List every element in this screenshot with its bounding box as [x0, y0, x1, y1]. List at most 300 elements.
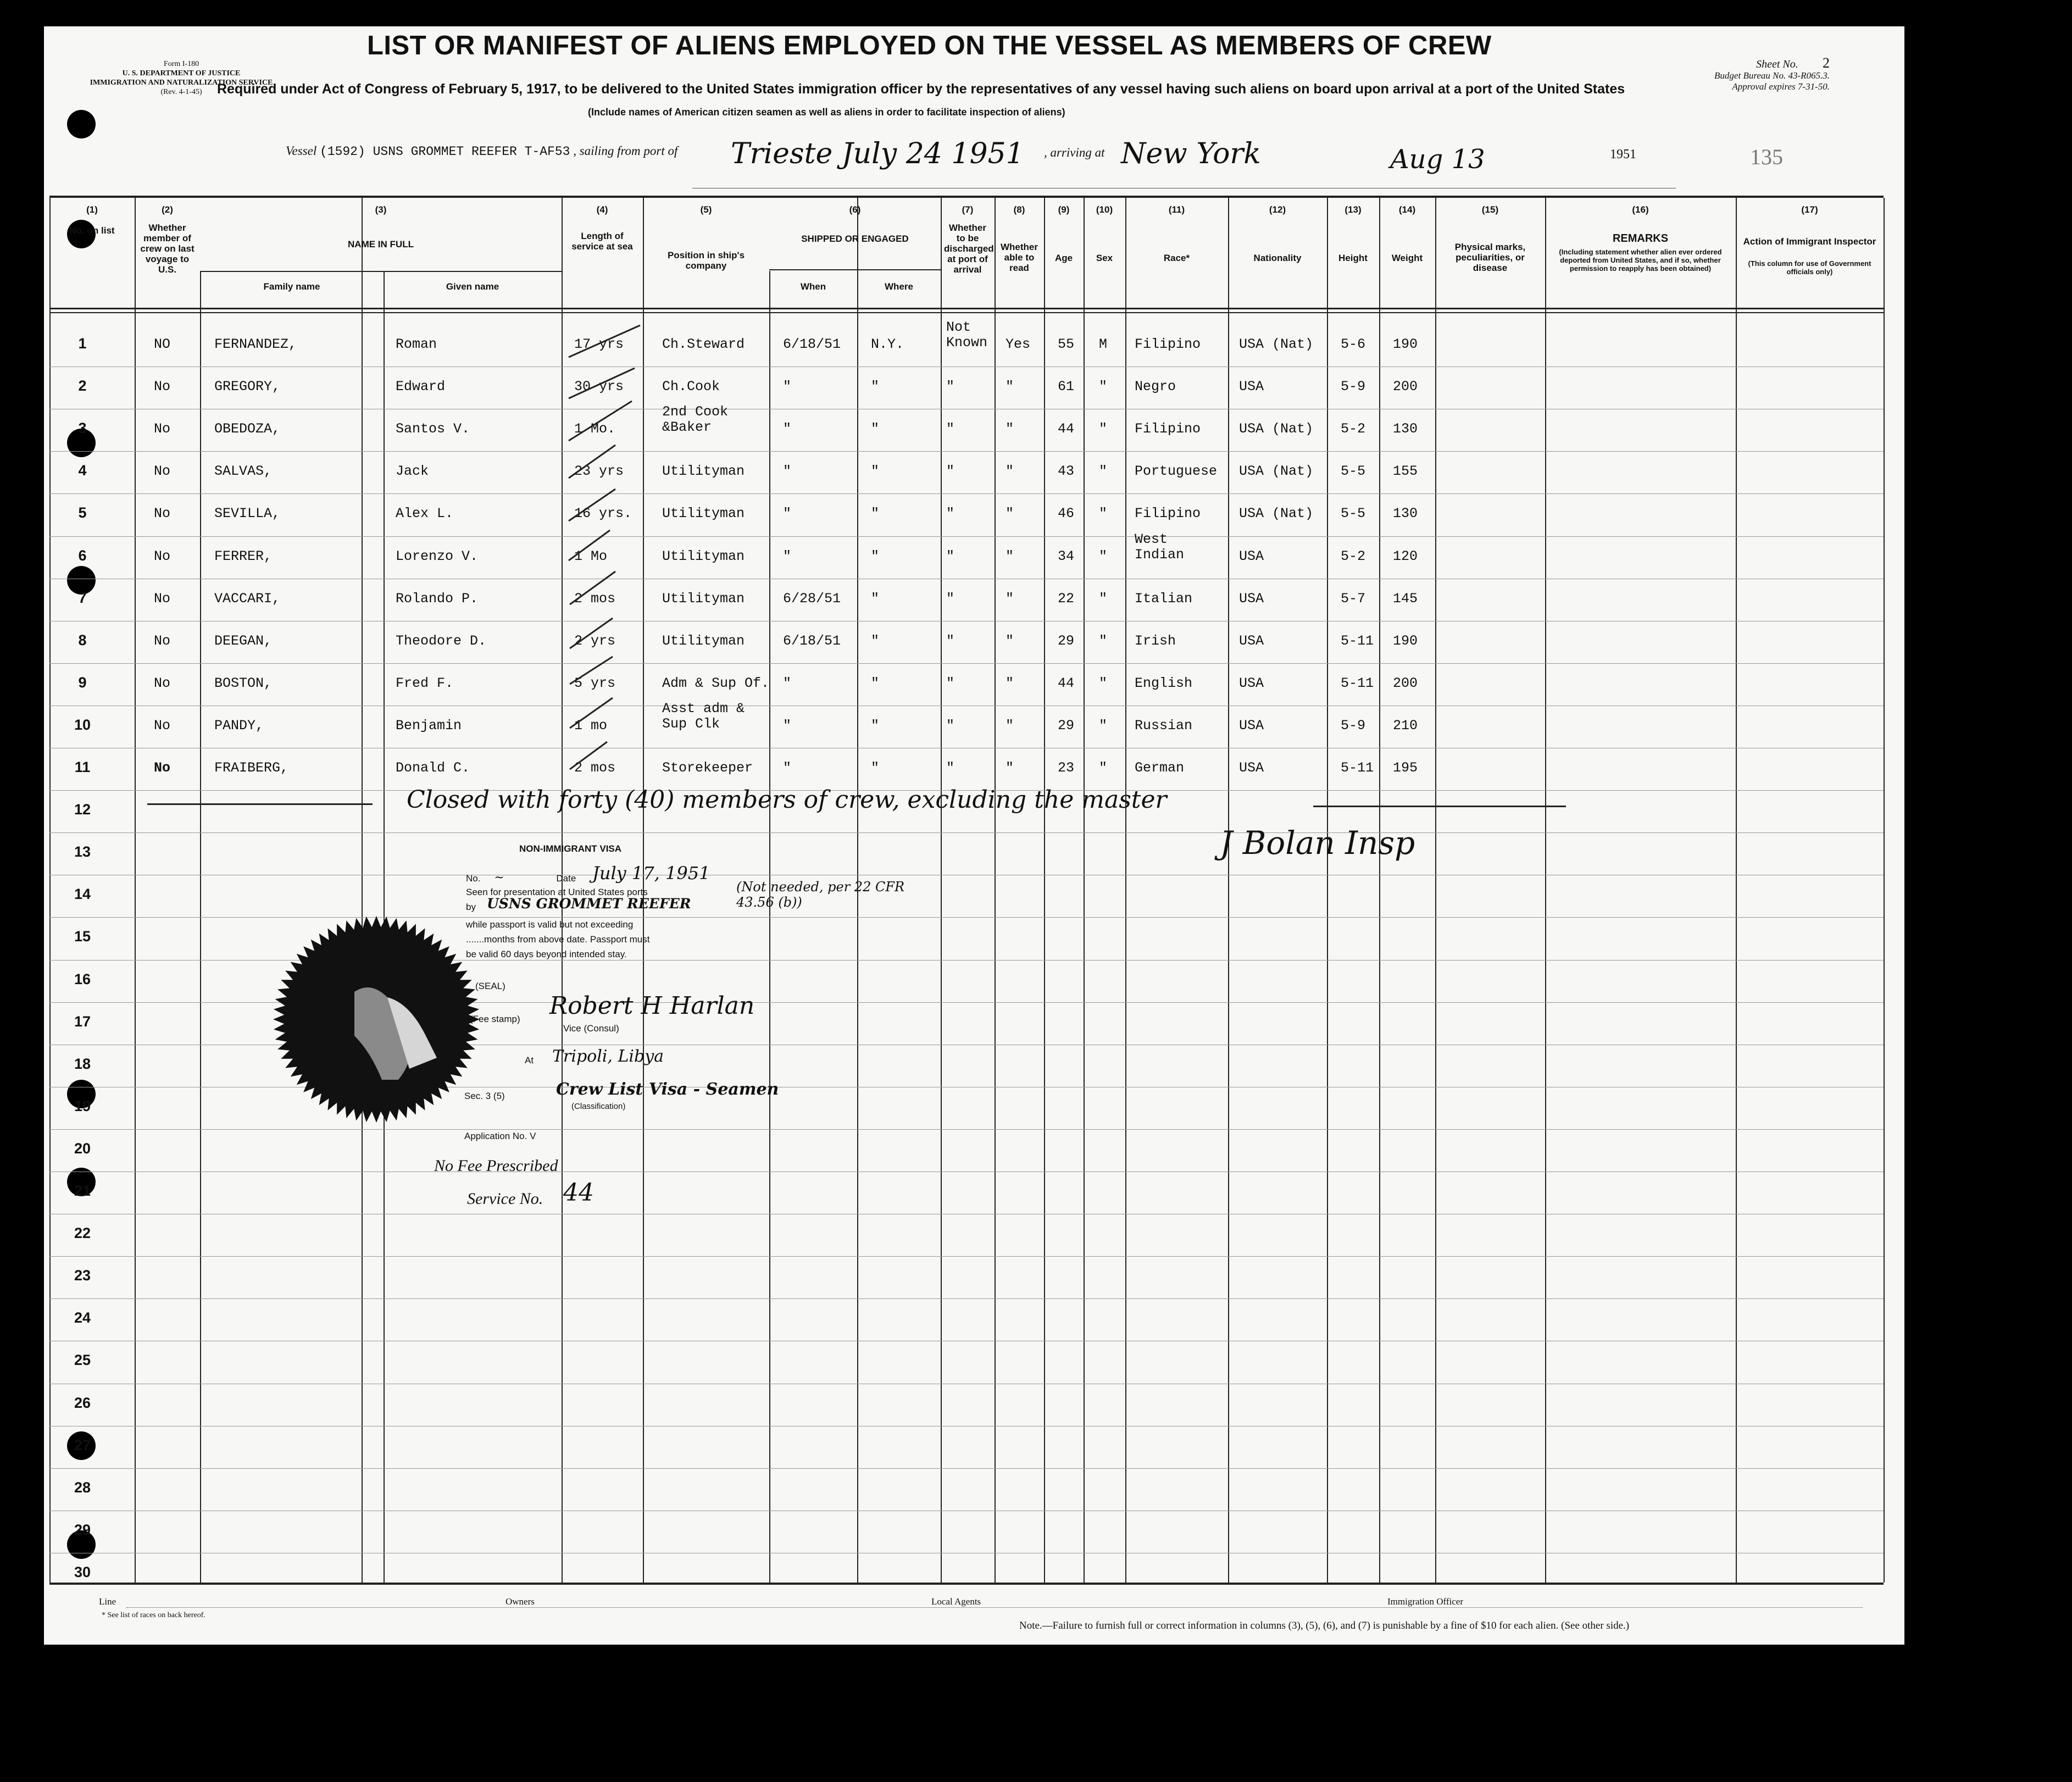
- service-cell: 16 yrs.: [574, 506, 632, 522]
- service-cell: 23 yrs: [574, 463, 624, 480]
- row-number: 20: [74, 1140, 91, 1157]
- sheet-number: 2: [1823, 55, 1830, 71]
- table-edge: [1884, 198, 1885, 1583]
- subtitle: Required under Act of Congress of February 5, 1917, to be delivered to the United States immigration officer by the representatives of any vessel having such aliens on board upon arrival at a port of the United States: [217, 81, 1625, 97]
- last-voyage-cell: No: [154, 760, 171, 776]
- footer-owners: Owners: [505, 1596, 535, 1607]
- service-cell: 5 yrs: [574, 675, 616, 691]
- age-cell: 44: [1058, 675, 1075, 691]
- shipped-when-cell: 6/18/51: [783, 632, 841, 649]
- position-cell: Ch.Steward: [662, 336, 745, 352]
- weight-cell: 190: [1393, 336, 1418, 352]
- height-cell: 5-11: [1341, 632, 1374, 649]
- column-subheader: Where: [885, 281, 913, 292]
- column-number: (1): [86, 204, 98, 215]
- column-header: Length of service at sea: [571, 231, 633, 252]
- column-divider: [1545, 198, 1546, 1583]
- consul-title: Vice (Consul): [563, 1023, 619, 1034]
- last-voyage-cell: No: [154, 463, 171, 480]
- column-header: Action of Immigrant Inspector: [1743, 236, 1876, 247]
- column-number: (3): [375, 204, 387, 215]
- footer-underline: [126, 1607, 1863, 1608]
- row-number: 3: [78, 420, 87, 437]
- shipped-where-cell: ": [871, 379, 880, 395]
- row-number: 23: [74, 1267, 91, 1284]
- visa-months-line: .......months from above date. Passport must: [466, 934, 650, 945]
- row-number: 26: [74, 1394, 91, 1411]
- closing-note: Closed with forty (40) members of crew, excluding the master: [407, 786, 1167, 814]
- column-number: (16): [1632, 204, 1649, 215]
- family-name-cell: DEEGAN,: [214, 632, 273, 649]
- row-number: 11: [74, 759, 91, 775]
- given-name-cell: Rolando P.: [396, 590, 479, 607]
- shipped-when-cell: ": [783, 760, 792, 776]
- row-number: 17: [74, 1013, 91, 1030]
- nationality-cell: USA (Nat): [1239, 463, 1314, 480]
- last-voyage-cell: NO: [154, 336, 171, 352]
- visa-by-label: by: [466, 902, 476, 912]
- position-cell: Utilityman: [662, 463, 745, 480]
- shipped-where-cell: ": [871, 717, 880, 734]
- shipped-where-cell: ": [871, 548, 880, 564]
- height-cell: 5-6: [1341, 336, 1366, 352]
- column-subheader: When: [800, 281, 826, 292]
- service-cell: 2 mos: [574, 760, 616, 776]
- nationality-cell: USA: [1239, 675, 1264, 691]
- age-cell: 22: [1058, 590, 1075, 607]
- column-header: Height: [1338, 253, 1368, 263]
- row-number: 1: [78, 335, 87, 352]
- visa-classification: (Classification): [571, 1102, 626, 1111]
- column-header: REMARKS: [1612, 232, 1669, 245]
- column-header: Nationality: [1253, 253, 1302, 263]
- weight-cell: 195: [1393, 760, 1418, 776]
- column-divider: [200, 271, 201, 1583]
- given-name-cell: Roman: [396, 336, 437, 352]
- sex-cell: ": [1099, 717, 1108, 734]
- column-divider: [769, 271, 770, 1583]
- shipped-when-cell: ": [783, 548, 792, 564]
- discharged-cell: ": [946, 379, 955, 395]
- row-rule: [49, 1129, 1884, 1130]
- service-no-value: 44: [563, 1179, 594, 1207]
- age-cell: 34: [1058, 548, 1075, 564]
- age-cell: 29: [1058, 717, 1075, 734]
- column-divider: [1435, 198, 1436, 1583]
- position-cell: Asst adm & Sup Clk: [662, 700, 745, 732]
- age-cell: 43: [1058, 463, 1075, 480]
- service-no-label: Service No.: [467, 1190, 543, 1208]
- shipped-where-cell: ": [871, 506, 880, 522]
- visa-days-line: be valid 60 days beyond intended stay.: [466, 949, 627, 959]
- column-divider: [941, 198, 942, 1583]
- sex-cell: ": [1099, 463, 1108, 480]
- position-cell: Utilityman: [662, 590, 745, 607]
- discharged-cell: ": [946, 675, 955, 691]
- visa-application: Application No. V: [464, 1131, 536, 1141]
- given-name-cell: Theodore D.: [396, 632, 487, 649]
- arriving-label: , arriving at: [1044, 146, 1105, 159]
- row-number: 13: [74, 843, 91, 861]
- last-voyage-cell: No: [154, 379, 171, 395]
- row-number: 5: [78, 504, 87, 521]
- column-divider: [1379, 198, 1380, 1583]
- row-number: 21: [74, 1183, 91, 1199]
- column-divider: [1228, 198, 1229, 1583]
- service-cell: 30 yrs: [574, 379, 624, 395]
- column-divider: [135, 198, 136, 1583]
- column-divider: [1125, 198, 1126, 1583]
- family-name-cell: FRAIBERG,: [214, 760, 289, 776]
- visa-heading: NON-IMMIGRANT VISA: [519, 843, 622, 854]
- visa-no-line: No. ~ Date: [466, 871, 576, 885]
- last-voyage-cell: No: [154, 590, 171, 607]
- service-cell: 1 Mo.: [574, 421, 616, 437]
- row-number: 12: [74, 801, 91, 818]
- family-name-cell: OBEDOZA,: [214, 421, 281, 437]
- column-divider: [1736, 198, 1737, 1583]
- consul-signature: Robert H Harlan: [549, 992, 755, 1020]
- given-name-cell: Benjamin: [396, 717, 462, 734]
- position-cell: Adm & Sup Of.: [662, 675, 770, 691]
- height-cell: 5-9: [1341, 379, 1366, 395]
- table-top-border: [49, 196, 1884, 198]
- arrival-year: 1951: [1610, 147, 1636, 162]
- row-rule: [49, 663, 1884, 664]
- family-name-cell: GREGORY,: [214, 379, 281, 395]
- row-rule: [49, 1298, 1884, 1299]
- height-cell: 5-7: [1341, 590, 1366, 607]
- column-subheader: Family name: [263, 281, 320, 292]
- weight-cell: 130: [1393, 506, 1418, 522]
- service-cell: 2 yrs: [574, 632, 616, 649]
- row-number: 2: [78, 378, 87, 395]
- column-number: (14): [1398, 204, 1416, 215]
- shipped-when-cell: ": [783, 717, 792, 734]
- column-header: Race*: [1163, 253, 1190, 263]
- nationality-cell: USA (Nat): [1239, 506, 1314, 522]
- vessel-name: (1592) USNS GROMMET REEFER T-AF53: [319, 145, 570, 159]
- shipped-when-cell: 6/28/51: [783, 590, 841, 607]
- sex-cell: ": [1099, 760, 1108, 776]
- sex-cell: M: [1099, 336, 1108, 352]
- column-note: (Including statement whether alien ever ordered deported from United States, and if so, whether permission to reapply has been obtained): [1559, 248, 1722, 273]
- row-number: 29: [74, 1521, 91, 1538]
- column-number: (8): [1013, 204, 1025, 215]
- column-divider: [1084, 198, 1085, 1583]
- height-cell: 5-2: [1341, 421, 1366, 437]
- service-cell: 2 mos: [574, 590, 616, 607]
- weight-cell: 210: [1393, 717, 1418, 734]
- weight-cell: 145: [1393, 590, 1418, 607]
- column-number: (9): [1058, 204, 1070, 215]
- visa-sec-value: Crew List Visa - Seamen: [556, 1080, 779, 1099]
- column-number: (17): [1801, 204, 1818, 215]
- column-number: (10): [1096, 204, 1113, 215]
- row-number: 8: [78, 631, 87, 648]
- height-cell: 5-2: [1341, 548, 1366, 564]
- given-name-cell: Donald C.: [396, 760, 470, 776]
- height-cell: 5-11: [1341, 760, 1374, 776]
- sex-cell: ": [1099, 506, 1108, 522]
- row-number: 7: [78, 589, 87, 606]
- stamp-number: 135: [1750, 145, 1783, 169]
- discharged-cell: ": [946, 421, 955, 437]
- row-number: 6: [78, 547, 87, 564]
- position-cell: 2nd Cook &Baker: [662, 404, 729, 436]
- height-cell: 5-5: [1341, 463, 1366, 480]
- consular-seal: [272, 915, 481, 1124]
- shipped-when-cell: 6/18/51: [783, 336, 841, 352]
- shipped-when-cell: ": [783, 463, 792, 480]
- age-cell: 46: [1058, 506, 1075, 522]
- discharged-cell: ": [946, 463, 955, 480]
- last-voyage-cell: No: [154, 548, 171, 564]
- row-number: 25: [74, 1352, 91, 1369]
- column-number: (12): [1269, 204, 1286, 215]
- shipped-where-cell: ": [871, 632, 880, 649]
- sex-cell: ": [1099, 632, 1108, 649]
- row-number: 9: [78, 674, 87, 691]
- family-name-cell: BOSTON,: [214, 675, 273, 691]
- service-checkmarks: [563, 319, 651, 791]
- column-header: Whether member of crew on last voyage to U.S.: [140, 223, 195, 275]
- nationality-cell: USA: [1239, 590, 1264, 607]
- table-header-bottom: [49, 308, 1884, 309]
- column-header: Whether able to read: [1001, 242, 1038, 273]
- able-to-read-cell: ": [1006, 463, 1014, 480]
- column-header: NAME IN FULL: [348, 239, 414, 249]
- able-to-read-cell: ": [1006, 760, 1014, 776]
- column-number: (11): [1168, 204, 1185, 215]
- column-header: Whether to be discharged at port of arrival: [944, 223, 994, 275]
- visa-stamp-label: (Fee stamp): [470, 1014, 520, 1024]
- visa-at-value: Tripoli, Libya: [552, 1047, 664, 1066]
- row-rule: [49, 451, 1884, 452]
- shipped-when-cell: ": [783, 675, 792, 691]
- able-to-read-cell: ": [1006, 506, 1014, 522]
- punch-hole: [67, 110, 96, 138]
- footer-immigration-officer: Immigration Officer: [1387, 1596, 1464, 1607]
- row-number: 24: [74, 1309, 91, 1326]
- discharged-cell: ": [946, 632, 955, 649]
- column-header: No. on list: [69, 225, 115, 236]
- sex-cell: ": [1099, 548, 1108, 564]
- sailing-port: Trieste July 24 1951: [731, 137, 1024, 170]
- weight-cell: 200: [1393, 379, 1418, 395]
- weight-cell: 200: [1393, 675, 1418, 691]
- column-note: (This column for use of Government officials only): [1748, 259, 1871, 276]
- table-header-bottom-2: [49, 312, 1884, 313]
- race-cell: Italian: [1135, 590, 1193, 607]
- column-divider: [995, 198, 996, 1583]
- discharged-cell: ": [946, 590, 955, 607]
- age-cell: 55: [1058, 336, 1075, 352]
- race-cell: Filipino: [1135, 336, 1201, 352]
- row-number: 28: [74, 1479, 91, 1496]
- subnote: (Include names of American citizen seamen as well as aliens in order to facilitate inspection of aliens): [588, 107, 1065, 118]
- height-cell: 5-11: [1341, 675, 1374, 691]
- nationality-cell: USA (Nat): [1239, 421, 1314, 437]
- service-cell: 17 yrs: [574, 336, 624, 352]
- service-cell: 1 Mo: [574, 548, 608, 564]
- given-name-cell: Fred F.: [396, 675, 454, 691]
- height-cell: 5-9: [1341, 717, 1366, 734]
- age-cell: 61: [1058, 379, 1075, 395]
- footer-line: Line: [99, 1596, 116, 1607]
- weight-cell: 130: [1393, 421, 1418, 437]
- footer-local-agents: Local Agents: [931, 1596, 981, 1607]
- shipped-when-cell: ": [783, 379, 792, 395]
- race-cell: Russian: [1135, 717, 1193, 734]
- height-cell: 5-5: [1341, 506, 1366, 522]
- nationality-cell: USA: [1239, 760, 1264, 776]
- last-voyage-cell: No: [154, 632, 171, 649]
- column-divider: [362, 198, 363, 1583]
- footer-race-note: * See list of races on back hereof.: [102, 1611, 205, 1619]
- shipped-where-cell: ": [871, 760, 880, 776]
- able-to-read-cell: Yes: [1006, 336, 1031, 352]
- row-number: 27: [74, 1436, 91, 1453]
- last-voyage-cell: No: [154, 506, 171, 522]
- discharged-cell: Not Known: [946, 319, 988, 351]
- row-number: 4: [78, 462, 87, 479]
- sex-cell: ": [1099, 421, 1108, 437]
- able-to-read-cell: ": [1006, 590, 1014, 607]
- column-header: Weight: [1391, 253, 1423, 263]
- position-cell: Storekeeper: [662, 760, 753, 776]
- able-to-read-cell: ": [1006, 548, 1014, 564]
- nationality-cell: USA: [1239, 632, 1264, 649]
- column-number: (6): [849, 204, 861, 215]
- closing-line-left: [147, 803, 373, 805]
- row-rule: [49, 832, 1884, 833]
- weight-cell: 190: [1393, 632, 1418, 649]
- race-cell: Filipino: [1135, 506, 1201, 522]
- visa-date: July 17, 1951: [592, 863, 710, 884]
- sex-cell: ": [1099, 379, 1108, 395]
- name-subheader-line: [200, 271, 562, 272]
- able-to-read-cell: ": [1006, 421, 1014, 437]
- race-cell: English: [1135, 675, 1193, 691]
- shipped-where-cell: N.Y.: [871, 336, 904, 352]
- service-cell: 1 mo: [574, 717, 608, 734]
- column-number: (5): [700, 204, 712, 215]
- family-name-cell: PANDY,: [214, 717, 264, 734]
- discharged-cell: ": [946, 717, 955, 734]
- able-to-read-cell: ": [1006, 675, 1014, 691]
- last-voyage-cell: No: [154, 421, 171, 437]
- shipped-when-cell: ": [783, 421, 792, 437]
- column-number: (7): [962, 204, 974, 215]
- family-name-cell: VACCARI,: [214, 590, 281, 607]
- column-header: Age: [1054, 253, 1073, 263]
- last-voyage-cell: No: [154, 717, 171, 734]
- sex-cell: ": [1099, 675, 1108, 691]
- column-header: Position in ship's company: [667, 250, 745, 271]
- footer-note: Note.—Failure to furnish full or correct information in columns (3), (5), (6), and (7) is punishable by a fine of $10 for each alien. (See other side.): [1019, 1620, 1630, 1631]
- able-to-read-cell: ": [1006, 717, 1014, 734]
- age-cell: 44: [1058, 421, 1075, 437]
- row-number: 19: [74, 1097, 91, 1114]
- table-bottom-border: [49, 1583, 1884, 1585]
- nationality-cell: USA: [1239, 717, 1264, 734]
- race-cell: Negro: [1135, 379, 1176, 395]
- visa-seal-label: (SEAL): [475, 981, 505, 991]
- row-rule: [49, 536, 1884, 537]
- column-number: (2): [162, 204, 173, 215]
- inspector-signature: J Bolan Insp: [1220, 824, 1415, 862]
- visa-at-label: At: [525, 1055, 534, 1065]
- race-cell: German: [1135, 760, 1185, 776]
- age-cell: 23: [1058, 760, 1075, 776]
- discharged-cell: ": [946, 548, 955, 564]
- closing-line-right: [1313, 806, 1566, 807]
- visa-by-value: USNS GROMMET REEFER: [487, 896, 691, 912]
- race-cell: Portuguese: [1135, 463, 1218, 480]
- discharged-cell: ": [946, 760, 955, 776]
- visa-handwritten-note: (Not needed, per 22 CFR 43.56 (b)): [736, 879, 905, 910]
- discharged-cell: ": [946, 506, 955, 522]
- sheet-info: Sheet No. 2 Budget Bureau No. 43-R065.3. Approval expires 7-31-50.: [1714, 55, 1830, 92]
- no-fee-prescribed: No Fee Prescribed: [434, 1157, 558, 1175]
- position-cell: Utilityman: [662, 548, 745, 564]
- last-voyage-cell: No: [154, 675, 171, 691]
- row-rule: [49, 1256, 1884, 1257]
- page-title: LIST OR MANIFEST OF ALIENS EMPLOYED ON THE VESSEL AS MEMBERS OF CREW: [367, 31, 1492, 60]
- given-name-cell: Jack: [396, 463, 429, 480]
- race-cell: Irish: [1135, 632, 1176, 649]
- row-number: 22: [74, 1225, 91, 1242]
- form-info: Form I-180 U. S. DEPARTMENT OF JUSTICE IMMIGRATION AND NATURALIZATION SERVICE (Rev. 4-1-45): [90, 60, 273, 96]
- shipped-where-cell: ": [871, 675, 880, 691]
- visa-seen-for: Seen for presentation at United States ports: [466, 887, 648, 897]
- arrival-date: Aug 13: [1390, 144, 1485, 175]
- race-cell: West Indian: [1135, 531, 1185, 563]
- column-divider: [1044, 198, 1045, 1583]
- vessel-line: Vessel (1592) USNS GROMMET REEFER T-AF53 , sailing from port of: [286, 144, 678, 159]
- given-name-cell: Alex L.: [396, 506, 454, 522]
- shipped-where-cell: ": [871, 463, 880, 480]
- given-name-cell: Edward: [396, 379, 446, 395]
- position-cell: Utilityman: [662, 632, 745, 649]
- sex-cell: ": [1099, 590, 1108, 607]
- visa-sec-label: Sec. 3 (5): [464, 1091, 505, 1101]
- column-header: SHIPPED OR ENGAGED: [801, 234, 909, 244]
- shipped-where-cell: ": [871, 421, 880, 437]
- position-cell: Utilityman: [662, 506, 745, 522]
- family-name-cell: SEVILLA,: [214, 506, 281, 522]
- position-cell: Ch.Cook: [662, 379, 720, 395]
- family-name-cell: SALVAS,: [214, 463, 273, 480]
- family-name-cell: FERNANDEZ,: [214, 336, 297, 352]
- age-cell: 29: [1058, 632, 1075, 649]
- column-number: (13): [1345, 204, 1362, 215]
- row-number: 16: [74, 970, 91, 987]
- column-header: Sex: [1096, 253, 1113, 263]
- able-to-read-cell: ": [1006, 379, 1014, 395]
- arriving-port: New York: [1121, 137, 1261, 170]
- weight-cell: 120: [1393, 548, 1418, 564]
- row-number: 30: [74, 1563, 91, 1580]
- column-divider: [1327, 198, 1328, 1583]
- nationality-cell: USA: [1239, 379, 1264, 395]
- row-number: 18: [74, 1055, 91, 1072]
- row-number: 14: [74, 886, 91, 903]
- column-number: (4): [596, 204, 608, 215]
- able-to-read-cell: ": [1006, 632, 1014, 649]
- row-rule: [49, 1468, 1884, 1469]
